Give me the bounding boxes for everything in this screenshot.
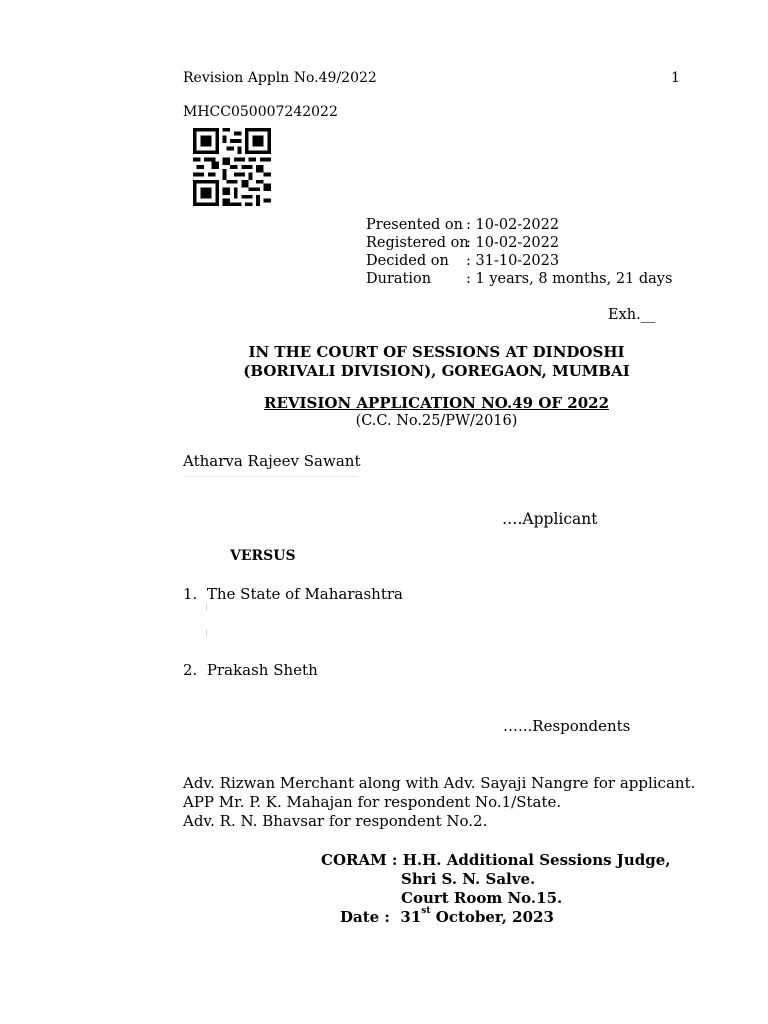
cnr-number: MHCC050007242022 (183, 104, 338, 120)
duration-label: Duration (366, 271, 432, 287)
advocate-line-applicant: Adv. Rizwan Merchant along with Adv. Sayaji Nangre for applicant. (183, 774, 696, 792)
coram-line (321, 851, 671, 869)
advocate-line-respondent-1: APP Mr. P. K. Mahajan for respondent No.1/State. (183, 793, 562, 811)
respondent-2-name: Prakash Sheth (206, 661, 318, 679)
court-room: Court Room No.15. (401, 889, 563, 907)
duration-value: : 1 years, 8 months, 21 days (466, 271, 673, 287)
judge-title: H.H. Additional Sessions Judge, (402, 851, 671, 869)
decided-on-row (366, 253, 559, 269)
date-suffix: st (421, 906, 431, 916)
respondent-1-name: The State of Maharashtra (206, 585, 403, 603)
applicant-name: Atharva Rajeev Sawant (183, 452, 361, 470)
case-reference-header: Revision Appln No.49/2022 (183, 70, 377, 86)
decided-on-label: Decided on (366, 253, 449, 269)
presented-on-label: Presented on (366, 217, 463, 233)
date-rest: October, 2023 (430, 908, 554, 926)
qr-code-icon (190, 128, 274, 206)
respondent-2-number: 2. (183, 661, 198, 679)
date-day: 31 (400, 908, 422, 926)
versus-label: VERSUS (230, 548, 296, 564)
judgment-date (340, 908, 554, 926)
court-name-line1: IN THE COURT OF SESSIONS AT DINDOSHI (248, 343, 625, 361)
presented-on-value: : 10-02-2022 (466, 217, 560, 233)
registered-on-label: Registered on (366, 235, 469, 251)
respondent-1 (183, 585, 403, 603)
cc-number: (C.C. No.25/PW/2016) (355, 413, 518, 429)
redaction-mark (206, 630, 207, 636)
advocate-line-respondent-2: Adv. R. N. Bhavsar for respondent No.2. (183, 812, 488, 830)
registered-on-value: : 10-02-2022 (466, 235, 560, 251)
respondent-1-number: 1. (183, 585, 198, 603)
court-name-line2: (BORIVALI DIVISION), GOREGAON, MUMBAI (243, 362, 630, 380)
judge-name: Shri S. N. Salve. (401, 870, 536, 888)
applicant-role: ….Applicant (502, 510, 598, 528)
date-label: Date : (340, 908, 390, 926)
exhibit-number: Exh.__ (608, 307, 656, 323)
respondents-role: …...Respondents (503, 717, 631, 735)
respondent-2 (183, 661, 318, 679)
redacted-address-line (183, 476, 358, 477)
page-number: 1 (671, 70, 680, 86)
decided-on-value: : 31-10-2023 (466, 253, 560, 269)
coram-label: CORAM : (321, 851, 398, 869)
presented-on-row (366, 217, 559, 233)
redaction-mark (206, 604, 207, 610)
duration-row (366, 271, 672, 287)
registered-on-row (366, 235, 559, 251)
application-title: REVISION APPLICATION NO.49 OF 2022 (264, 394, 609, 412)
